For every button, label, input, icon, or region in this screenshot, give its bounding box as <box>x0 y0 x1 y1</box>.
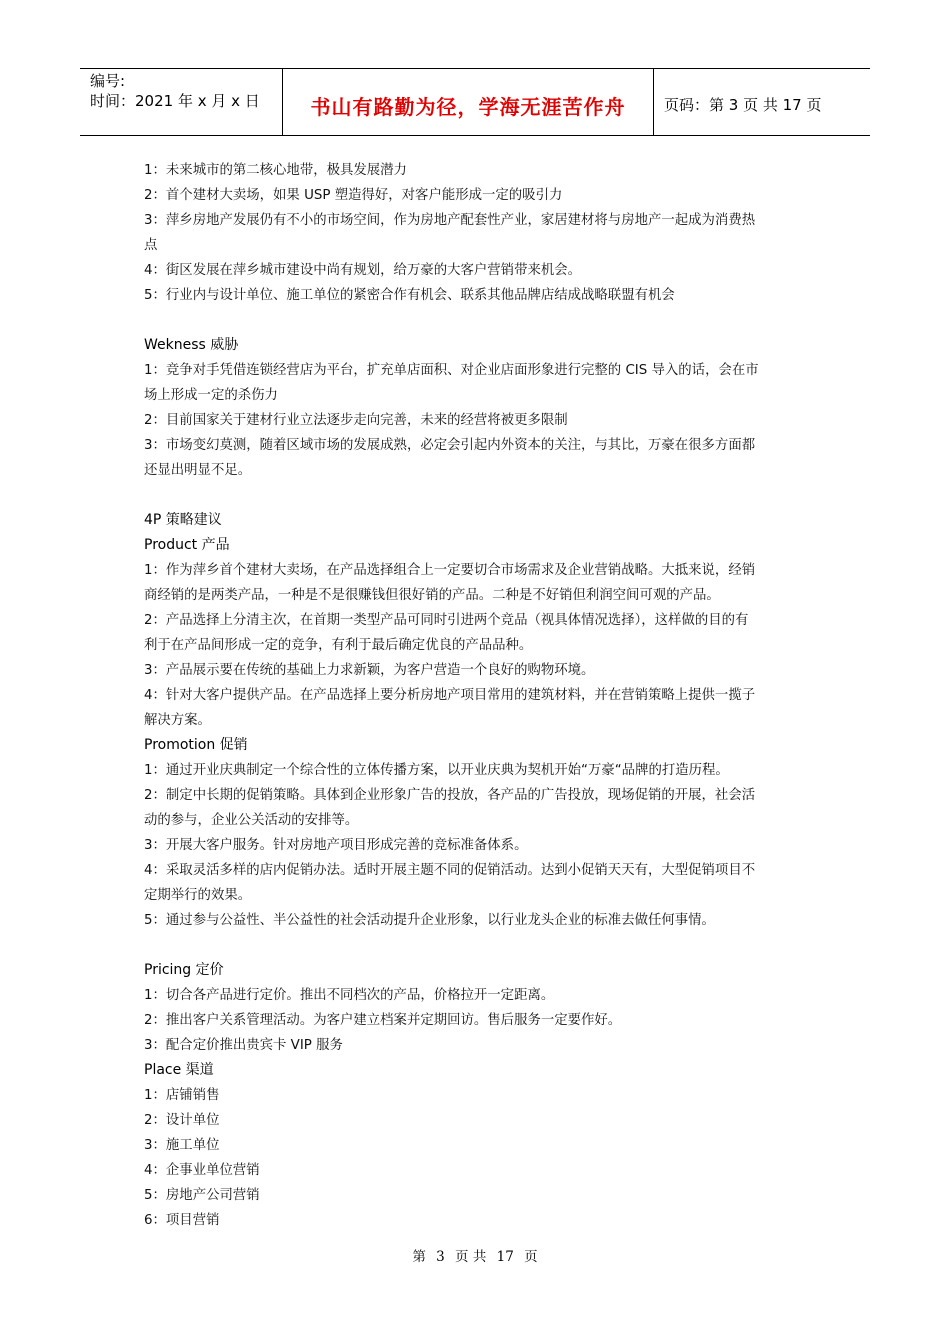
product-line: 2：产品选择上分清主次，在首期一类型产品可同时引进两个竞品（视具体情况选择），这样做的目的有 <box>144 613 749 628</box>
header-page-info: 页码：第 3 页 共 17 页 <box>664 95 822 114</box>
pricing-line: 2：推出客户关系管理活动。为客户建立档案并定期回访。售后服务一定要作好。 <box>144 1013 622 1028</box>
place-line: 4：企事业单位营销 <box>144 1163 260 1178</box>
opportunity-line: 3：萍乡房地产发展仍有不小的市场空间，作为房地产配套性产业，家居建材将与房地产一起成为消费热 <box>144 213 756 228</box>
product-heading: Product 产品 <box>144 537 230 553</box>
header-page-cell <box>654 69 870 135</box>
strategy-heading: 4P 策略建议 <box>144 512 222 528</box>
document-time-label: 时间：2021 年 x 月 x 日 <box>90 92 260 110</box>
place-line: 2：设计单位 <box>144 1113 220 1128</box>
place-line: 6：项目营销 <box>144 1213 220 1228</box>
product-line: 解决方案。 <box>144 713 211 728</box>
promotion-line: 动的参与，企业公关活动的安排等。 <box>144 813 359 828</box>
place-section <box>144 1058 808 1233</box>
threat-line: 1：竞争对手凭借连锁经营店为平台，扩充单店面积、对企业店面形象进行完整的 CIS 导入的话，会在市 <box>144 363 759 378</box>
footer-total-pages: 17 <box>496 1249 514 1265</box>
promotion-line: 4：采取灵活多样的店内促销办法。适时开展主题不同的促销活动。达到小促销天天有，大型促销项目不 <box>144 863 756 878</box>
threats-heading: Wekness 威胁 <box>144 337 239 353</box>
threats-section <box>144 333 808 483</box>
product-line: 1：作为萍乡首个建材大卖场，在产品选择组合上一定要切合市场需求及企业营销战略。大抵来说，经销 <box>144 563 756 578</box>
pricing-line: 3：配合定价推出贵宾卡 VIP 服务 <box>144 1038 343 1053</box>
header-left-cell <box>80 69 282 135</box>
document-number-label: 编号: <box>90 72 126 90</box>
place-line: 3：施工单位 <box>144 1138 220 1153</box>
opportunities-section <box>144 158 808 308</box>
footer-page-number: 3 <box>436 1249 445 1265</box>
promotion-line: 2：制定中长期的促销策略。具体到企业形象广告的投放，各产品的广告投放，现场促销的开展，社会活 <box>144 788 756 803</box>
opportunity-line: 2：首个建材大卖场，如果 USP 塑造得好，对客户能形成一定的吸引力 <box>144 188 563 203</box>
footer-prefix: 第 <box>412 1249 426 1265</box>
product-line: 利于在产品间形成一定的竞争，有利于最后确定优良的产品品种。 <box>144 638 533 653</box>
promotion-line: 5：通过参与公益性、半公益性的社会活动提升企业形象，以行业龙头企业的标准去做任何事情。 <box>144 913 715 928</box>
opportunity-line: 4：街区发展在萍乡城市建设中尚有规划，给万豪的大客户营销带来机会。 <box>144 263 582 278</box>
opportunity-line: 点 <box>144 238 158 253</box>
product-line: 3：产品展示要在传统的基础上力求新颖，为客户营造一个良好的购物环境。 <box>144 663 595 678</box>
promotion-line: 定期举行的效果。 <box>144 888 252 903</box>
header-motto-cell <box>282 69 654 135</box>
promotion-line: 1：通过开业庆典制定一个综合性的立体传播方案，以开业庆典为契机开始“万豪“品牌的打造历程。 <box>144 763 729 778</box>
product-line: 商经销的是两类产品，一种是不是很赚钱但很好销的产品。二种是不好销但利润空间可观的产品。 <box>144 588 720 603</box>
opportunity-line: 5：行业内与设计单位、施工单位的紧密合作有机会、联系其他品牌店结成战略联盟有机会 <box>144 288 675 303</box>
opportunity-line: 1：未来城市的第二核心地带，极具发展潜力 <box>144 163 407 178</box>
pricing-line: 1：切合各产品进行定价。推出不同档次的产品，价格拉开一定距离。 <box>144 988 555 1003</box>
pricing-section <box>144 958 808 1058</box>
footer-suffix: 页 <box>524 1249 538 1265</box>
footer-mid: 页 共 <box>455 1249 487 1265</box>
header-table <box>80 68 870 136</box>
promotion-heading: Promotion 促销 <box>144 737 248 753</box>
place-line: 5：房地产公司营销 <box>144 1188 260 1203</box>
threat-line: 3：市场变幻莫测，随着区域市场的发展成熟，必定会引起内外资本的关注，与其比，万豪在很多方面都 <box>144 438 756 453</box>
promotion-line: 3：开展大客户服务。针对房地产项目形成完善的竞标准备体系。 <box>144 838 528 853</box>
product-line: 4：针对大客户提供产品。在产品选择上要分析房地产项目常用的建筑材料，并在营销策略上提供一揽子 <box>144 688 756 703</box>
place-heading: Place 渠道 <box>144 1062 214 1078</box>
page-footer <box>0 1245 950 1265</box>
document-body <box>144 158 808 1233</box>
threat-line: 场上形成一定的杀伤力 <box>144 388 278 403</box>
threat-line: 2：目前国家关于建材行业立法逐步走向完善，未来的经营将被更多限制 <box>144 413 568 428</box>
strategy-section <box>144 508 808 933</box>
place-line: 1：店铺销售 <box>144 1088 220 1103</box>
threat-line: 还显出明显不足。 <box>144 463 252 478</box>
header-motto: 书山有路勤为径，学海无涯苦作舟 <box>310 94 626 119</box>
pricing-heading: Pricing 定价 <box>144 962 224 978</box>
